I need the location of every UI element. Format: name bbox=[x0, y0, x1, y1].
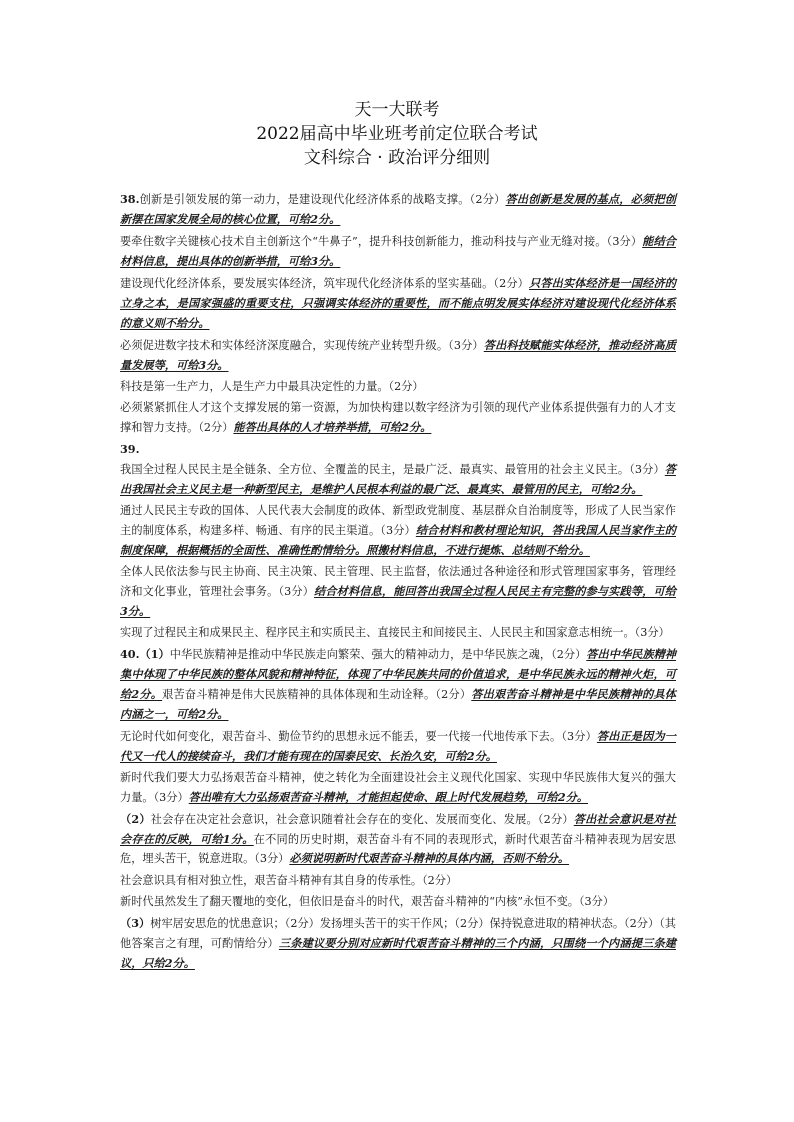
scoring-note: 结合材料信息，能回答出我国全过程人民民主有完整的参与实践等，可给3分。 bbox=[120, 583, 676, 618]
scoring-note: 答出创新是发展的基点，必须把创新摆在国家发展全局的核心位置，可给2分。 bbox=[120, 192, 676, 226]
scoring-paragraph bbox=[120, 399, 676, 438]
scoring-paragraph bbox=[120, 624, 676, 643]
subject-title: 文科综合 · 政治评分细则 bbox=[303, 148, 491, 168]
answer-point: 建设现代化经济体系，要发展实体经济，筑牢现代化经济体系的坚实基础。（2分） bbox=[120, 277, 530, 290]
answer-point: 全体人民依法参与民主协商、民主决策、民主管理、民主监督，依法通过各种途径和形式管理国家事务，管理经济和文化事业，管理社会事务。（3分） bbox=[120, 564, 676, 598]
question-number: 39. bbox=[120, 442, 140, 456]
question-number: 38. bbox=[120, 192, 140, 206]
answer-point: 我国全过程人民民主是全链条、全方位、全覆盖的民主，是最广泛、最真实、最管用的社会主义民主。（3分） bbox=[120, 462, 665, 476]
scoring-note: 必须说明新时代艰苦奋斗精神的具体内涵，否则不给分。 bbox=[289, 851, 570, 866]
scoring-paragraph bbox=[120, 502, 676, 561]
scoring-paragraph bbox=[120, 893, 676, 912]
answer-point: 实现了过程民主和成果民主、程序民主和实质民主、直接民主和间接民主、人民民主和国家意志相统一。（3分） bbox=[120, 625, 670, 639]
scoring-paragraph bbox=[120, 769, 676, 808]
scoring-note: 能结合材料信息，提出具体的创新举措，可给3分。 bbox=[120, 234, 676, 268]
scoring-paragraph bbox=[120, 232, 676, 272]
scoring-paragraph bbox=[120, 810, 676, 870]
question-number: （2） bbox=[120, 811, 151, 826]
scoring-note: 答出中华民族精神集中体现了中华民族的整体风貌和精神特征，体现了中华民族共同的价值追求，是中华民族永远的精神火炬，可给2分。 bbox=[120, 646, 676, 701]
answer-point: 科技是第一生产力，人是生产力中最具决定性的力量。（2分） bbox=[120, 379, 424, 393]
scoring-paragraph bbox=[120, 563, 676, 622]
answer-point: 社会意识具有相对独立性，艰苦奋斗精神有其自身的传承性。（2分） bbox=[120, 873, 458, 887]
scoring-note: 答出唯有大力弘扬艰苦奋斗精神，才能担起使命、跟上时代发展趋势，可给2分。 bbox=[188, 789, 589, 804]
scoring-paragraph bbox=[120, 914, 676, 974]
scoring-paragraph bbox=[120, 872, 676, 891]
scoring-note: 答出科技赋能实体经济，推动经济高质量发展等，可给3分。 bbox=[120, 337, 676, 372]
scoring-paragraph bbox=[120, 336, 676, 376]
answer-point: 必须紧紧抓住人才这个支撑发展的第一资源，为加快构建以数字经济为引领的现代产业体系提供强有力的人才支撑和智力支持。（2分） bbox=[120, 401, 676, 434]
scoring-paragraph bbox=[120, 645, 676, 725]
answer-point: 艰苦奋斗精神是伟大民族精神的具体体现和生动诠释。（2分） bbox=[162, 687, 472, 701]
answer-point: 创新是引领发展的第一动力，是建设现代化经济体系的战略支撑。（2分） bbox=[139, 193, 506, 206]
exam-organizer-title: 天一大联考 bbox=[354, 100, 440, 120]
exam-name-title: 2022届高中毕业班考前定位联合考试 bbox=[256, 124, 538, 144]
question-number: 40.（1） bbox=[120, 646, 170, 661]
scoring-paragraph bbox=[120, 190, 676, 230]
answer-point: 新时代我们要大力弘扬艰苦奋斗精神，使之转化为全面建设社会主义现代化国家、实现中华民族伟大复兴的强大力量。（3分） bbox=[120, 770, 676, 804]
answer-point: 必须促进数字技术和实体经济深度融合，实现传统产业转型升级。（3分） bbox=[120, 338, 484, 352]
answer-point: 树牢居安思危的忧患意识；（2分）发扬埋头苦干的实干作风；（2分）保持锐意进取的精神状态。（2分）（其他答案言之有理，可酌情给分） bbox=[120, 916, 676, 950]
answer-point: 社会存在决定社会意识，社会意识随着社会存在的变化、发展而变化、发展。（2分） bbox=[150, 812, 574, 826]
scoring-paragraph bbox=[120, 274, 676, 334]
answer-point: 新时代虽然发生了翻天覆地的变化，但依旧是奋斗的时代，艰苦奋斗精神的“内核”永恒不变。（3分） bbox=[120, 894, 615, 908]
answer-point: 要牵住数字关键核心技术自主创新这个“牛鼻子”，提升科技创新能力，推动科技与产业无缝对接。（3分） bbox=[120, 235, 643, 248]
scoring-note: 答出艰苦奋斗精神是中华民族精神的具体内涵之一，可给2分。 bbox=[120, 686, 676, 721]
answer-point: 在不同的历史时期，艰苦奋斗有不同的表现形式，新时代艰苦奋斗精神表现为居安思危，埋头苦干，锐意进取。（3分） bbox=[120, 832, 676, 866]
scoring-note: 只答出实体经济是一国经济的立身之本，是国家强盛的重要支柱，只强调实体经济的重要性，而不能点明发展实体经济对建设现代化经济体系的意义则不给分。 bbox=[120, 276, 676, 330]
scoring-note: 能答出具体的人才培养举措，可给2分。 bbox=[233, 419, 432, 434]
answer-point: 通过人民民主专政的国体、人民代表大会制度的政体、新型政党制度、基层群众自治制度等，形成了人民当家作主的制度体系，构建多样、畅通、有序的民主渠道。（3分） bbox=[120, 503, 676, 537]
scoring-rules-body bbox=[120, 190, 676, 976]
scoring-paragraph bbox=[120, 440, 676, 500]
scoring-paragraph bbox=[120, 378, 676, 397]
scoring-note: 结合材料和教材理论知识，答出我国人民当家作主的制度保障，根据概括的全面性、准确性酌情给分。照搬材料信息，不进行提炼、总结则不给分。 bbox=[120, 522, 676, 557]
answer-point: 中华民族精神是推动中华民族走向繁荣、强大的精神动力，是中华民族之魂，（2分） bbox=[169, 647, 587, 661]
scoring-note: 答出社会意识是对社会存在的反映，可给1分。 bbox=[120, 811, 676, 846]
question-number: （3） bbox=[120, 915, 151, 930]
scoring-note: 答出我国社会主义民主是一种新型民主，是维护人民根本利益的最广泛、最真实、最管用的民主，可给2分。 bbox=[120, 461, 676, 496]
document-header bbox=[0, 98, 794, 170]
answer-point: 无论时代如何变化，艰苦奋斗、勤俭节约的思想永远不能丢，要一代接一代地传承下去。（3分） bbox=[120, 729, 597, 743]
scoring-paragraph bbox=[120, 727, 676, 767]
scoring-note: 答出正是因为一代又一代人的接续奋斗，我们才能有现在的国泰民安、长治久安，可给2分。 bbox=[120, 728, 676, 763]
scoring-note: 三条建议要分别对应新时代艰苦奋斗精神的三个内涵，只围绕一个内涵提三条建议，只给2分。 bbox=[120, 935, 676, 970]
